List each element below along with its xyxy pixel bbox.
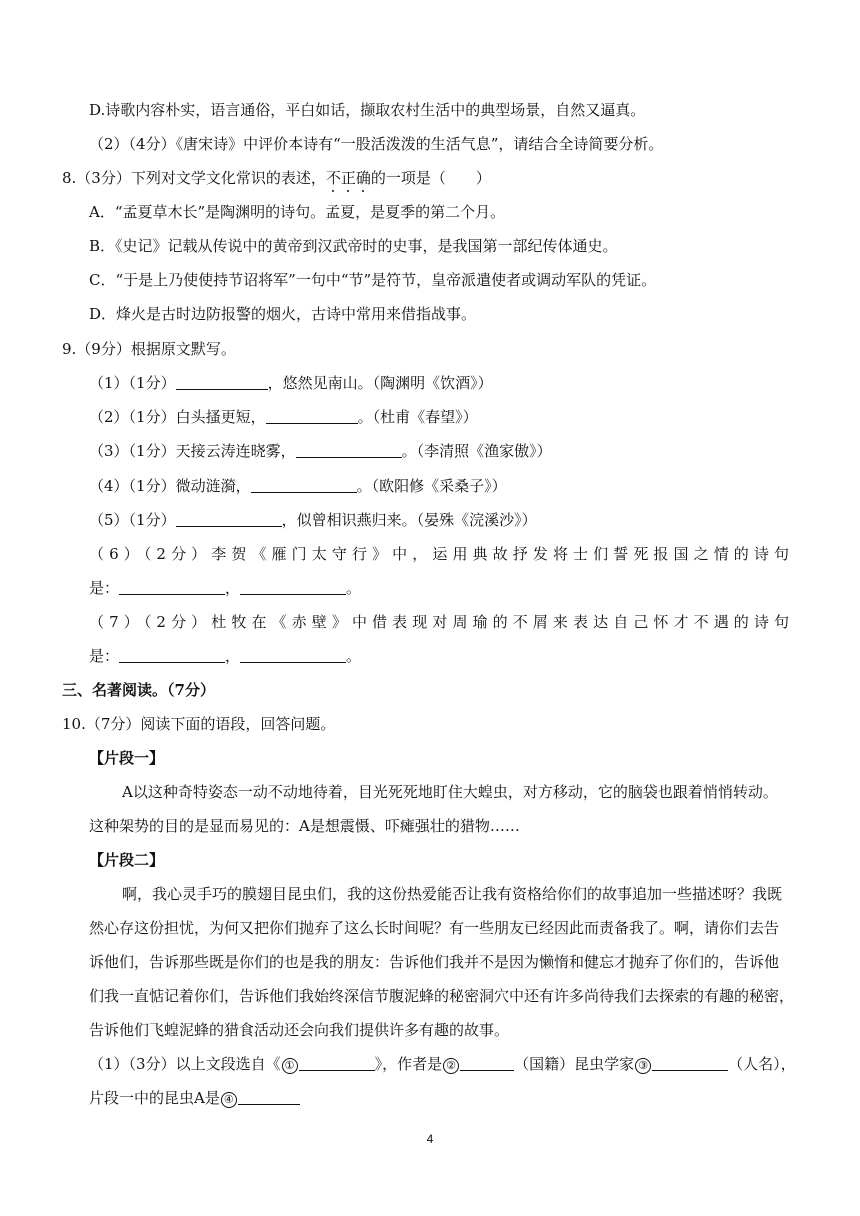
answer-blank[interactable] — [460, 1056, 514, 1071]
section-heading: 三、名著阅读。（7分） — [62, 681, 215, 699]
q8-stem — [62, 168, 491, 188]
item-suffix: 。（李清照《渔家傲》） — [401, 442, 552, 460]
q9-item-6-line-1: （6）（2分）李贺《雁门太守行》中，运用典故抒发将士们誓死报国之情的诗句 — [89, 545, 789, 563]
answer-blank[interactable] — [119, 648, 225, 663]
circled-number: ② — [443, 1058, 459, 1074]
fragment-1-line: A以这种奇特姿态一动不动地待着，目光死死地盯住大蝗虫，对方移动，它的脑袋也跟着悄悄转动。 — [122, 783, 778, 801]
q9-item-3 — [89, 441, 552, 461]
item-prefix: 是： — [89, 647, 120, 665]
comma: ， — [225, 579, 241, 597]
emphasis-char: 不 — [325, 169, 341, 187]
answer-blank[interactable] — [266, 409, 358, 424]
answer-blank[interactable] — [240, 580, 346, 595]
fragment-2-line: 然心存这份担忧，为何又把你们抛弃了这么长时间呢？有一些朋友已经因此而责备我了。啊，请你们去告 — [89, 919, 780, 937]
q9-item-4 — [89, 476, 507, 496]
emphasis-char: 确 — [355, 169, 371, 187]
item-prefix: （3）（1分）天接云涛连晓雾， — [89, 442, 296, 460]
item-prefix: （5）（1分） — [89, 511, 176, 529]
circled-number: ③ — [635, 1058, 651, 1074]
q9-item-1 — [89, 373, 493, 393]
fragment-2-line: 告诉他们飞蝗泥蜂的猎食活动还会向我们提供许多有趣的故事。 — [89, 1021, 510, 1039]
answer-blank[interactable] — [296, 443, 402, 458]
answer-blank[interactable] — [176, 512, 282, 527]
answer-blank[interactable] — [251, 478, 357, 493]
item-prefix: （4）（1分）微动涟漪， — [89, 477, 251, 495]
q8-option-a: A．“孟夏草木长”是陶渊明的诗句。孟夏，是夏季的第二个月。 — [89, 203, 506, 221]
q8-stem-prefix: 8.（3分）下列对文学文化常识的表述， — [62, 169, 326, 187]
q9-item-7-line-1: （7）（2分）杜牧在《赤壁》中借表现对周瑜的不屑来表达自己怀才不遇的诗句 — [89, 613, 789, 631]
answer-blank[interactable] — [238, 1090, 300, 1105]
text-segment: 》，作者是 — [374, 1055, 443, 1073]
item-suffix: ，似曾相识燕归来。（晏殊《浣溪沙》） — [281, 511, 537, 529]
item-prefix: （1）（1分） — [89, 374, 176, 392]
answer-blank[interactable] — [176, 375, 268, 390]
fragment-2-line: 诉他们，告诉那些既是你们的也是我的朋友：告诉他们我并不是因为懒惰和健忘才抛弃了你们的，告诉他 — [89, 953, 780, 971]
answer-blank[interactable] — [299, 1056, 375, 1071]
q7-subquestion-2: （2）（4分）《唐宋诗》中评价本诗有“一股活泼泼的生活气息”，请结合全诗简要分析。 — [89, 135, 664, 153]
emphasis-char: 正 — [340, 169, 356, 187]
text-segment: （国籍）昆虫学家 — [514, 1055, 635, 1073]
circled-number: ① — [282, 1058, 298, 1074]
page-number: 4 — [426, 1132, 434, 1146]
q8-option-d: D．烽火是古时边防报警的烟火，古诗中常用来借指战事。 — [89, 305, 477, 323]
item-prefix: 是： — [89, 579, 120, 597]
fragment-2-line: 们我一直惦记着你们，告诉他们我始终深信节腹泥蜂的秘密洞穴中还有许多尚待我们去探索的有趣的秘密， — [89, 987, 795, 1005]
fragment-1-line: 这种架势的目的是显而易见的：A是想震慑、吓瘫强壮的猎物…… — [89, 817, 520, 835]
fragment-1-title: 【片段一】 — [89, 749, 165, 767]
item-suffix: ，悠然见南山。（陶渊明《饮酒》） — [267, 374, 493, 392]
fragment-2-title: 【片段二】 — [89, 851, 165, 869]
q9-stem: 9.（9分）根据原文默写。 — [62, 340, 236, 358]
q9-item-5 — [89, 510, 537, 530]
q10-subquestion-1 — [89, 1054, 796, 1074]
q9-item-6-line-2 — [89, 578, 361, 598]
answer-blank[interactable] — [240, 648, 346, 663]
text-segment: 片段一中的昆虫A是 — [89, 1089, 220, 1107]
text-segment: （人名）， — [728, 1055, 796, 1073]
q8-stem-suffix: 的一项是（ ） — [370, 169, 491, 187]
q9-item-7-line-2 — [89, 646, 361, 666]
q10-subquestion-1-line-2 — [89, 1088, 300, 1108]
answer-blank[interactable] — [652, 1056, 728, 1071]
comma: ， — [225, 647, 241, 665]
item-suffix: 。（欧阳修《采桑子》） — [356, 477, 507, 495]
period: 。 — [346, 647, 362, 665]
answer-blank[interactable] — [119, 580, 225, 595]
q8-option-b: B．《史记》记载从传说中的黄帝到汉武帝时的史事，是我国第一部纪传体通史。 — [89, 237, 618, 255]
fragment-2-line: 啊，我心灵手巧的膜翅目昆虫们，我的这份热爱能否让我有资格给你们的故事追加一些描述呀？我既 — [122, 885, 783, 903]
item-suffix: 。（杜甫《春望》） — [357, 408, 478, 426]
q8-option-c: C．“于是上乃使使持节诏将军”一句中“节”是符节，皇帝派遣使者或调动军队的凭证。 — [89, 271, 657, 289]
text-segment: （1）（3分）以上文段选自《 — [89, 1055, 281, 1073]
circled-number: ④ — [221, 1092, 237, 1108]
period: 。 — [346, 579, 362, 597]
q7-option-d: D.诗歌内容朴实，语言通俗，平白如话，撷取农村生活中的典型场景，自然又逼真。 — [89, 101, 646, 119]
item-prefix: （2）（1分）白头搔更短， — [89, 408, 266, 426]
q10-stem: 10.（7分）阅读下面的语段，回答问题。 — [62, 715, 336, 733]
q9-item-2 — [89, 407, 478, 427]
